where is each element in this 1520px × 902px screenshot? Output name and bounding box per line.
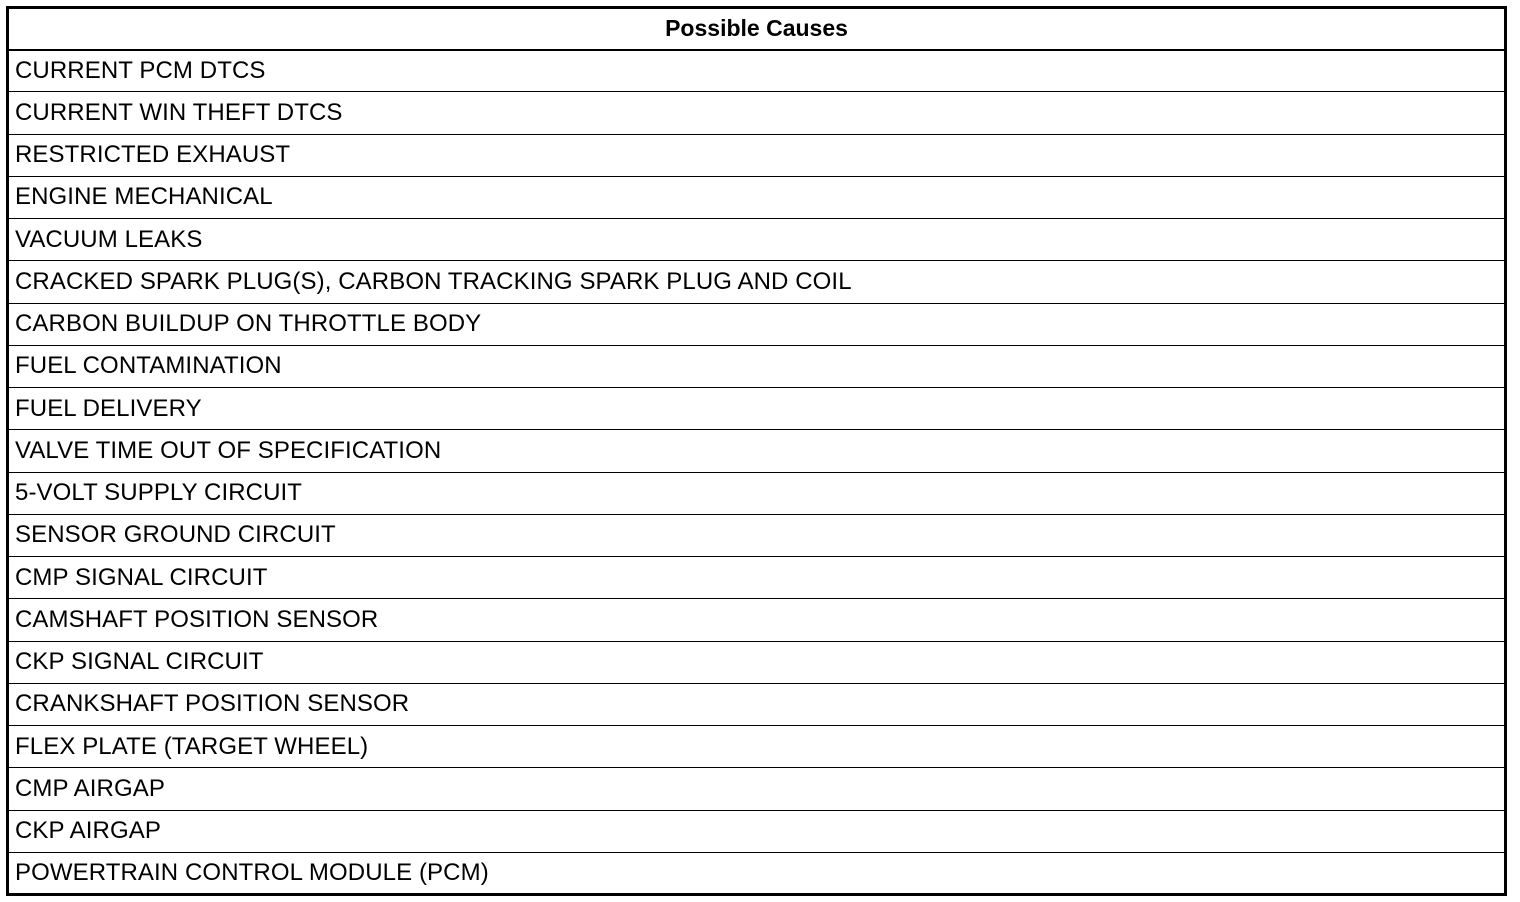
table-cell: CKP SIGNAL CIRCUIT	[8, 641, 1506, 683]
table-row	[8, 345, 1506, 387]
table-cell: FLEX PLATE (TARGET WHEEL)	[8, 726, 1506, 768]
table-cell: VACUUM LEAKS	[8, 219, 1506, 261]
table-row	[8, 641, 1506, 683]
table-row	[8, 810, 1506, 852]
table-cell: CRACKED SPARK PLUG(S), CARBON TRACKING SPARK PLUG AND COIL	[8, 261, 1506, 303]
table-header	[8, 8, 1506, 50]
table-cell: 5-VOLT SUPPLY CIRCUIT	[8, 472, 1506, 514]
table-row	[8, 219, 1506, 261]
table-row	[8, 557, 1506, 599]
possible-causes-table	[6, 6, 1507, 896]
table-cell: POWERTRAIN CONTROL MODULE (PCM)	[15, 858, 489, 886]
table-cell: FUEL CONTAMINATION	[8, 345, 1506, 387]
table-row	[8, 683, 1506, 725]
table-row	[8, 388, 1506, 430]
table-cell: FUEL DELIVERY	[8, 388, 1506, 430]
table-cell: ENGINE MECHANICAL	[8, 176, 1506, 218]
table-cell: SENSOR GROUND CIRCUIT	[8, 514, 1506, 556]
table-row	[8, 303, 1506, 345]
table-cell: CKP AIRGAP	[8, 810, 1506, 852]
table-cell: CURRENT PCM DTCS	[8, 50, 1506, 92]
table-row	[8, 726, 1506, 768]
table-cell: VALVE TIME OUT OF SPECIFICATION	[8, 430, 1506, 472]
table-row	[8, 134, 1506, 176]
table-cell: CAMSHAFT POSITION SENSOR	[8, 599, 1506, 641]
table-row	[8, 176, 1506, 218]
table-body	[8, 50, 1506, 895]
table-row	[8, 852, 1506, 894]
table-row	[8, 768, 1506, 810]
table-cell: CRANKSHAFT POSITION SENSOR	[8, 683, 1506, 725]
table-row	[8, 599, 1506, 641]
table-cell: RESTRICTED EXHAUST	[8, 134, 1506, 176]
column-header-possible-causes: Possible Causes	[8, 8, 1506, 50]
table-row	[8, 261, 1506, 303]
table-cell: CMP SIGNAL CIRCUIT	[8, 557, 1506, 599]
table-cell: CURRENT WIN THEFT DTCS	[8, 92, 1506, 134]
table-row	[8, 514, 1506, 556]
table-row	[8, 430, 1506, 472]
table-cell: CMP AIRGAP	[8, 768, 1506, 810]
table-row	[8, 50, 1506, 92]
table-row	[8, 92, 1506, 134]
table-cell: CARBON BUILDUP ON THROTTLE BODY	[8, 303, 1506, 345]
table-row	[8, 472, 1506, 514]
header-row	[8, 8, 1506, 50]
